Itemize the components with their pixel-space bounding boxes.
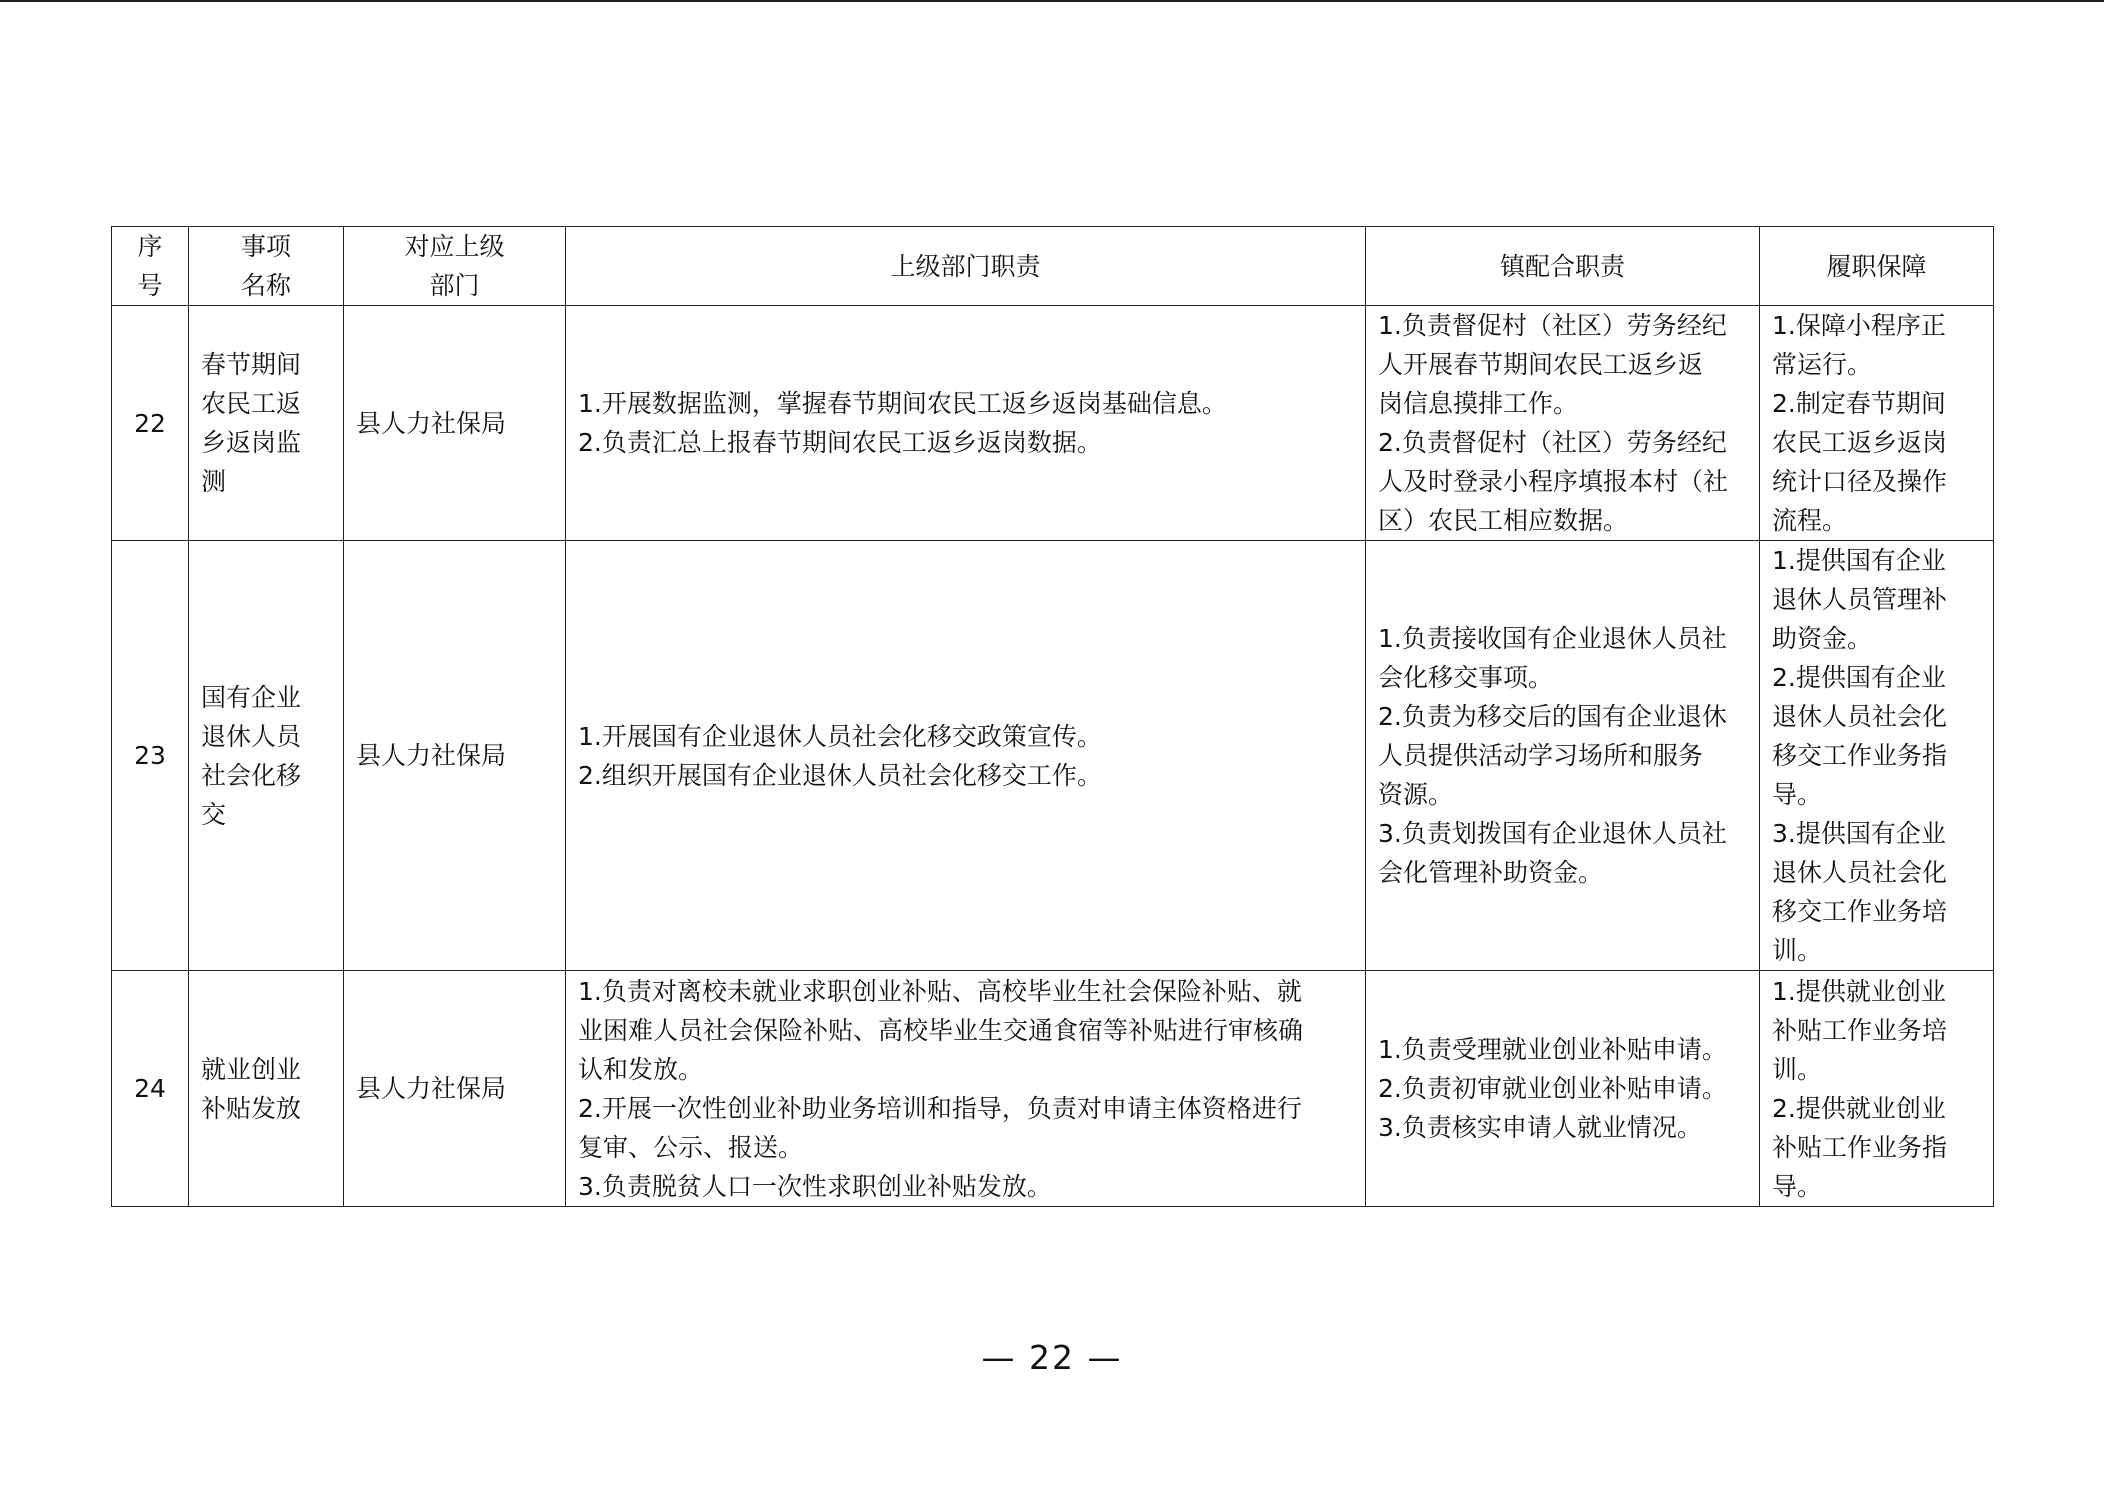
row-superior-dept: 县人力社保局 (344, 971, 566, 1207)
header-no: 序 号 (112, 227, 189, 306)
row-item-name: 就业创业 补贴发放 (189, 971, 344, 1207)
header-guarantee: 履职保障 (1760, 227, 1994, 306)
row-superior-duty: 1.开展国有企业退休人员社会化移交政策宣传。 2.组织开展国有企业退休人员社会化移交工作。 (566, 541, 1366, 971)
row-superior-dept: 县人力社保局 (344, 541, 566, 971)
row-no: 24 (112, 971, 189, 1207)
row-guarantee: 1.提供国有企业 退休人员管理补 助资金。 2.提供国有企业 退休人员社会化 移交工作业务指 导。 3.提供国有企业 退休人员社会化 移交工作业务培 训。 (1760, 541, 1994, 971)
top-border-line (0, 0, 2104, 2)
row-town-duty: 1.负责受理就业创业补贴申请。 2.负责初审就业创业补贴申请。 3.负责核实申请人就业情况。 (1366, 971, 1760, 1207)
row-town-duty: 1.负责接收国有企业退休人员社 会化移交事项。 2.负责为移交后的国有企业退休 人员提供活动学习场所和服务 资源。 3.负责划拨国有企业退休人员社 会化管理补助资金。 (1366, 541, 1760, 971)
header-town-duty: 镇配合职责 (1366, 227, 1760, 306)
page-number: — 22 — (981, 1338, 1123, 1377)
header-superior-dept: 对应上级 部门 (344, 227, 566, 306)
header-item-name: 事项 名称 (189, 227, 344, 306)
row-item-name: 国有企业 退休人员 社会化移 交 (189, 541, 344, 971)
table-row (112, 306, 1994, 541)
row-item-name: 春节期间 农民工返 乡返岗监 测 (189, 306, 344, 541)
table-header-row (112, 227, 1994, 306)
row-guarantee: 1.提供就业创业 补贴工作业务培 训。 2.提供就业创业 补贴工作业务指 导。 (1760, 971, 1994, 1207)
row-guarantee: 1.保障小程序正 常运行。 2.制定春节期间 农民工返乡返岗 统计口径及操作 流程。 (1760, 306, 1994, 541)
row-no: 23 (112, 541, 189, 971)
row-town-duty: 1.负责督促村（社区）劳务经纪 人开展春节期间农民工返乡返 岗信息摸排工作。 2.负责督促村（社区）劳务经纪 人及时登录小程序填报本村（社 区）农民工相应数据。 (1366, 306, 1760, 541)
header-superior-duty: 上级部门职责 (566, 227, 1366, 306)
row-no: 22 (112, 306, 189, 541)
table-row (112, 971, 1994, 1207)
table-row (112, 541, 1994, 971)
row-superior-dept: 县人力社保局 (344, 306, 566, 541)
row-superior-duty: 1.负责对离校未就业求职创业补贴、高校毕业生社会保险补贴、就 业困难人员社会保险补贴、高校毕业生交通食宿等补贴进行审核确 认和发放。 2.开展一次性创业补助业务培训和指导，负责对申请主体资格进行 复审、公示、报送。 3.负责脱贫人口一次性求职创业补贴发放。 (566, 971, 1366, 1207)
row-superior-duty: 1.开展数据监测，掌握春节期间农民工返乡返岗基础信息。 2.负责汇总上报春节期间农民工返乡返岗数据。 (566, 306, 1366, 541)
duty-table (111, 226, 1994, 1207)
